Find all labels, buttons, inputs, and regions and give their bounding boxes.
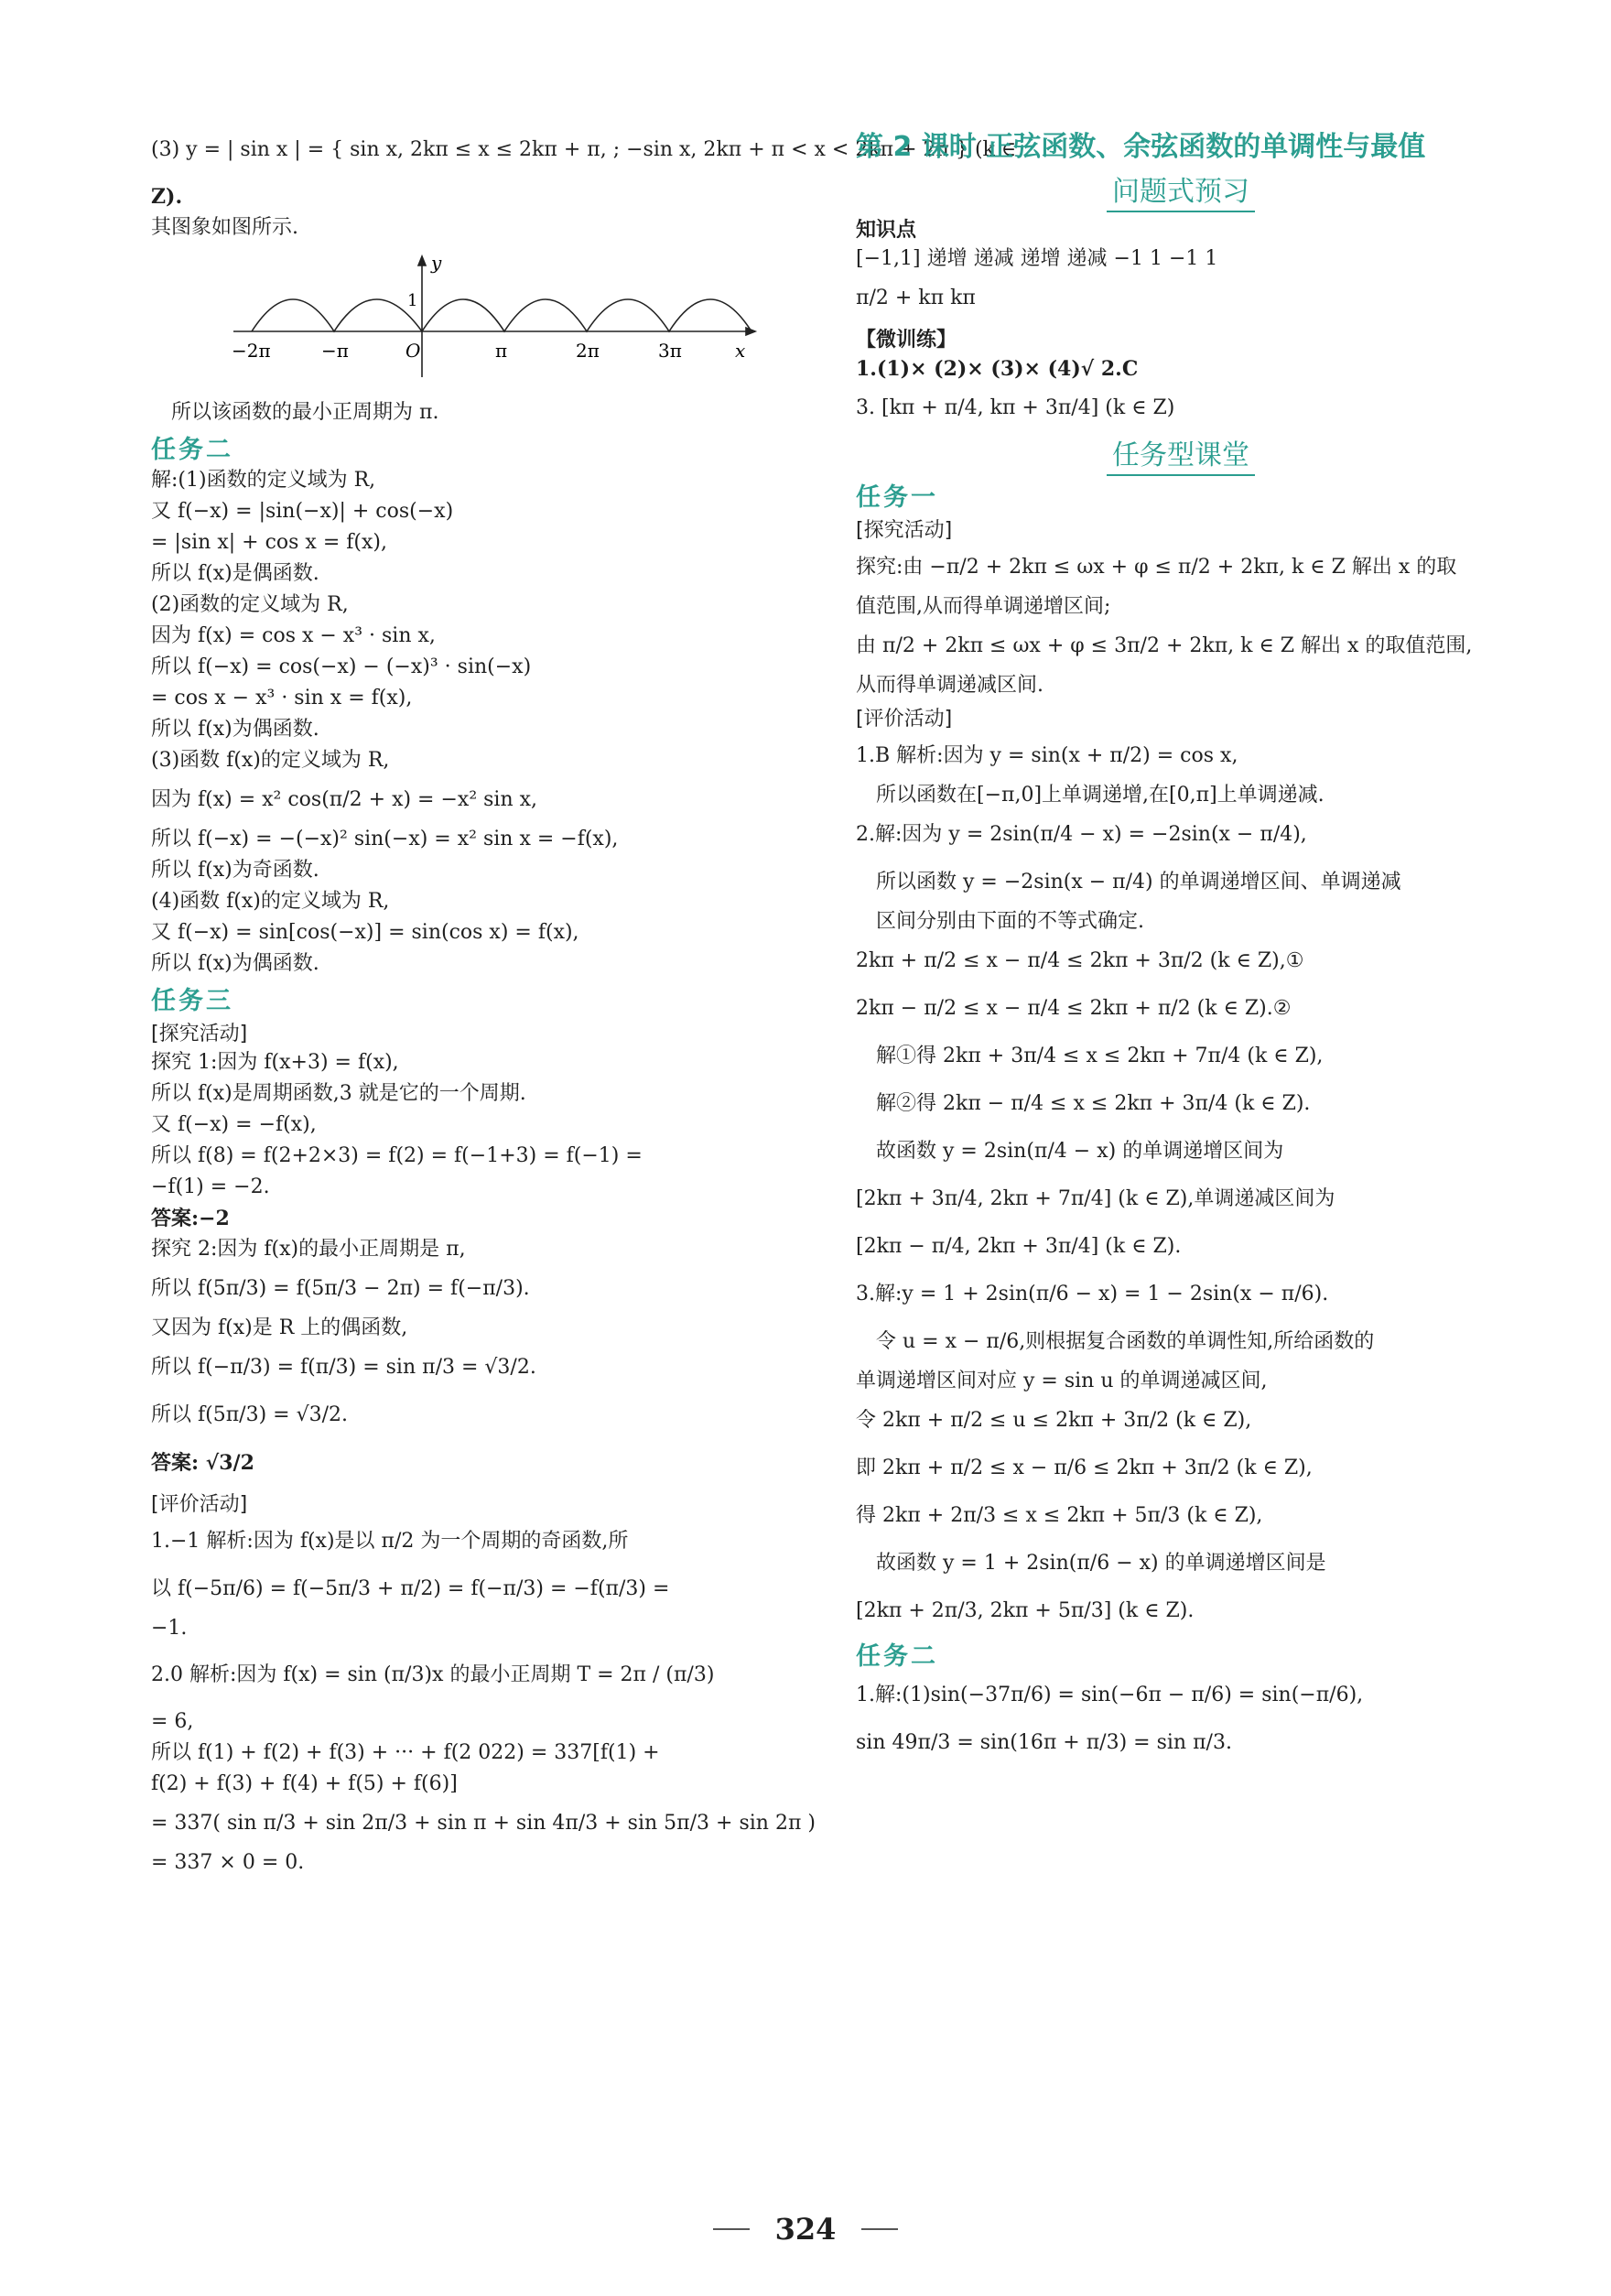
subsection-tag: [探究活动] — [856, 518, 953, 542]
text-line: Z). — [151, 185, 183, 209]
origin-label: O — [405, 340, 421, 362]
y-axis-arrow — [418, 256, 426, 265]
footer-rule — [713, 2228, 750, 2230]
tick-label: π — [495, 340, 508, 362]
lesson-title: 第 2 课时 正弦函数、余弦函数的单调性与最值 — [856, 131, 1426, 163]
text-line: 得 2kπ + 2π/3 ≤ x ≤ 2kπ + 5π/3 (k ∈ Z), — [856, 1504, 1263, 1527]
text-line: 所以 f(5π/3) = √3/2. — [151, 1403, 349, 1426]
text-line: 3.解:y = 1 + 2sin(π/6 − x) = 1 − 2sin(x − π/6). — [856, 1283, 1329, 1305]
text-line: [2kπ + 2π/3, 2kπ + 5π/3] (k ∈ Z). — [856, 1599, 1195, 1622]
text-line: 2.0 解析:因为 f(x) = sin (π/3)x 的最小正周期 T = 2π / (π/3) — [151, 1663, 715, 1686]
page-footer — [0, 2206, 1611, 2252]
subsection-tag: [评价活动] — [856, 707, 953, 731]
text-line: 探究:由 −π/2 + 2kπ ≤ ωx + φ ≤ π/2 + 2kπ, k ∈ Z 解出 x 的取 — [856, 556, 1457, 579]
text-line: −1. — [151, 1617, 188, 1640]
text-line: 所以 f(x)为偶函数. — [151, 952, 319, 975]
x-label: x — [735, 340, 746, 362]
text-line: (3)函数 f(x)的定义域为 R, — [151, 749, 390, 772]
text-line: 令 u = x − π/6,则根据复合函数的单调性知,所给函数的 — [876, 1330, 1375, 1353]
y-tick-one: 1 — [407, 291, 418, 310]
text-line: 即 2kπ + π/2 ≤ x − π/6 ≤ 2kπ + 3π/2 (k ∈ Z), — [856, 1457, 1313, 1479]
section-title: 任务二 — [856, 1641, 938, 1671]
text-line: 所以函数在[−π,0]上单调递增,在[0,π]上单调递减. — [876, 784, 1324, 807]
subsection-tag: [评价活动] — [151, 1492, 248, 1516]
tick-label: 3π — [658, 340, 682, 362]
text-line: 因为 f(x) = cos x − x³ · sin x, — [151, 624, 436, 647]
text-line: sin 49π/3 = sin(16π + π/3) = sin π/3. — [856, 1731, 1232, 1754]
text-line: 所以 f(x)为偶函数. — [151, 718, 319, 741]
text-line: 所以 f(5π/3) = f(5π/3 − 2π) = f(−π/3). — [151, 1277, 530, 1300]
micro-training-tag: 【微训练】 — [856, 328, 957, 352]
tick-label: 2π — [576, 340, 600, 362]
text-line: (2)函数的定义域为 R, — [151, 593, 349, 616]
text-line: = 337 × 0 = 0. — [151, 1851, 305, 1874]
text-line: 2kπ + π/2 ≤ x − π/4 ≤ 2kπ + 3π/2 (k ∈ Z),① — [856, 949, 1304, 972]
text-line: 探究 1:因为 f(x+3) = f(x), — [151, 1051, 399, 1074]
page-number: 324 — [774, 2212, 837, 2247]
text-line: 又 f(−x) = −f(x), — [151, 1113, 317, 1136]
text-line: (3) y = | sin x | = { sin x, 2kπ ≤ x ≤ 2kπ + π, ; −sin x, 2kπ + π < x < 2kπ + 2π } (k ∈ — [151, 138, 1017, 161]
banner-text: 任务型课堂 — [1107, 432, 1255, 476]
text-line: 所以 f(−π/3) = f(π/3) = sin π/3 = √3/2. — [151, 1356, 536, 1379]
text-line: [2kπ − π/4, 2kπ + 3π/4] (k ∈ Z). — [856, 1235, 1182, 1258]
knowledge-point-label: 知识点 — [856, 218, 917, 242]
text-line: [−1,1] 递增 递减 递增 递减 −1 1 −1 1 — [856, 247, 1218, 270]
curve — [252, 299, 751, 331]
section-title: 任务一 — [856, 482, 938, 512]
text-line: 解:(1)函数的定义域为 R, — [151, 469, 376, 492]
tick-label: −2π — [232, 340, 271, 362]
text-line: 从而得单调递减区间. — [856, 674, 1043, 697]
tick-label: −π — [321, 340, 349, 362]
text-line: 值范围,从而得单调递增区间; — [856, 595, 1111, 618]
text-line: −f(1) = −2. — [151, 1175, 270, 1198]
text-line: 所以 f(x)是周期函数,3 就是它的一个周期. — [151, 1082, 526, 1105]
abs-sine-graph — [215, 249, 764, 386]
text-line: 所以 f(x)是偶函数. — [151, 562, 319, 585]
text-line: 所以 f(−x) = −(−x)² sin(−x) = x² sin x = −f(x), — [151, 828, 619, 850]
text-line: 所以该函数的最小正周期为 π. — [171, 401, 439, 424]
text-line: π/2 + kπ kπ — [856, 287, 976, 309]
text-line: 故函数 y = 2sin(π/4 − x) 的单调递增区间为 — [876, 1140, 1284, 1163]
text-line: = |sin x| + cos x = f(x), — [151, 531, 387, 554]
text-line: 区间分别由下面的不等式确定. — [876, 910, 1144, 933]
text-line: 所以 f(x)为奇函数. — [151, 859, 319, 882]
footer-rule — [861, 2228, 898, 2230]
text-line: 令 2kπ + π/2 ≤ u ≤ 2kπ + 3π/2 (k ∈ Z), — [856, 1409, 1252, 1432]
banner-preview — [856, 168, 1506, 212]
text-line: 探究 2:因为 f(x)的最小正周期是 π, — [151, 1238, 466, 1261]
text-line: 又 f(−x) = sin[cos(−x)] = sin(cos x) = f(x), — [151, 921, 579, 944]
text-line: 单调递增区间对应 y = sin u 的单调递减区间, — [856, 1370, 1268, 1392]
section-title: 任务三 — [151, 986, 233, 1015]
text-line: f(2) + f(3) + f(4) + f(5) + f(6)] — [151, 1772, 458, 1795]
text-line: 所以 f(8) = f(2+2×3) = f(2) = f(−1+3) = f(−1) = — [151, 1144, 643, 1167]
answer-line: 答案: √3/2 — [151, 1451, 254, 1475]
text-line: 3. [kπ + π/4, kπ + 3π/4] (k ∈ Z) — [856, 396, 1175, 419]
text-line: 所以 f(1) + f(2) + f(3) + ··· + f(2 022) = 337[f(1) + — [151, 1741, 660, 1764]
text-line: 1.(1)× (2)× (3)× (4)√ 2.C — [856, 357, 1139, 381]
text-line: 2.解:因为 y = 2sin(π/4 − x) = −2sin(x − π/4), — [856, 823, 1307, 846]
text-line: [2kπ + 3π/4, 2kπ + 7π/4] (k ∈ Z),单调递减区间为 — [856, 1187, 1335, 1210]
text-line: 2kπ − π/2 ≤ x − π/4 ≤ 2kπ + π/2 (k ∈ Z).② — [856, 997, 1292, 1020]
text-line: = cos x − x³ · sin x = f(x), — [151, 687, 413, 709]
right-column — [856, 119, 1506, 1767]
text-line: 故函数 y = 1 + 2sin(π/6 − x) 的单调递增区间是 — [876, 1552, 1326, 1575]
text-line: 所以函数 y = −2sin(x − π/4) 的单调递增区间、单调递减 — [876, 871, 1401, 893]
text-line: = 6, — [151, 1710, 194, 1733]
banner-text: 问题式预习 — [1107, 168, 1255, 212]
banner-classroom — [856, 432, 1506, 476]
text-line: 解①得 2kπ + 3π/4 ≤ x ≤ 2kπ + 7π/4 (k ∈ Z), — [876, 1045, 1324, 1067]
text-line: 又 f(−x) = |sin(−x)| + cos(−x) — [151, 500, 454, 523]
y-label: y — [431, 252, 442, 274]
subsection-tag: [探究活动] — [151, 1022, 248, 1045]
text-line: 1.解:(1)sin(−37π/6) = sin(−6π − π/6) = sin(−π/6), — [856, 1684, 1364, 1706]
text-line: 因为 f(x) = x² cos(π/2 + x) = −x² sin x, — [151, 788, 538, 811]
text-line: 1.−1 解析:因为 f(x)是以 π/2 为一个周期的奇函数,所 — [151, 1530, 629, 1553]
text-line: 解②得 2kπ − π/4 ≤ x ≤ 2kπ + 3π/4 (k ∈ Z). — [876, 1092, 1311, 1115]
text-line: 其图象如图所示. — [151, 216, 298, 239]
text-line: = 337( sin π/3 + sin 2π/3 + sin π + sin 4π/3 + sin 5π/3 + sin 2π ) — [151, 1812, 816, 1835]
text-line: 由 π/2 + 2kπ ≤ ωx + φ ≤ 3π/2 + 2kπ, k ∈ Z 解出 x 的取值范围, — [856, 634, 1473, 657]
text-line: 所以 f(−x) = cos(−x) − (−x)³ · sin(−x) — [151, 655, 532, 678]
text-line: 以 f(−5π/6) = f(−5π/3 + π/2) = f(−π/3) = −f(π/3) = — [151, 1577, 670, 1600]
text-line: (4)函数 f(x)的定义域为 R, — [151, 890, 390, 913]
text-line: 又因为 f(x)是 R 上的偶函数, — [151, 1316, 408, 1339]
text-line: 1.B 解析:因为 y = sin(x + π/2) = cos x, — [856, 744, 1238, 767]
section-title: 任务二 — [151, 435, 233, 464]
answer-line: 答案:−2 — [151, 1207, 230, 1230]
